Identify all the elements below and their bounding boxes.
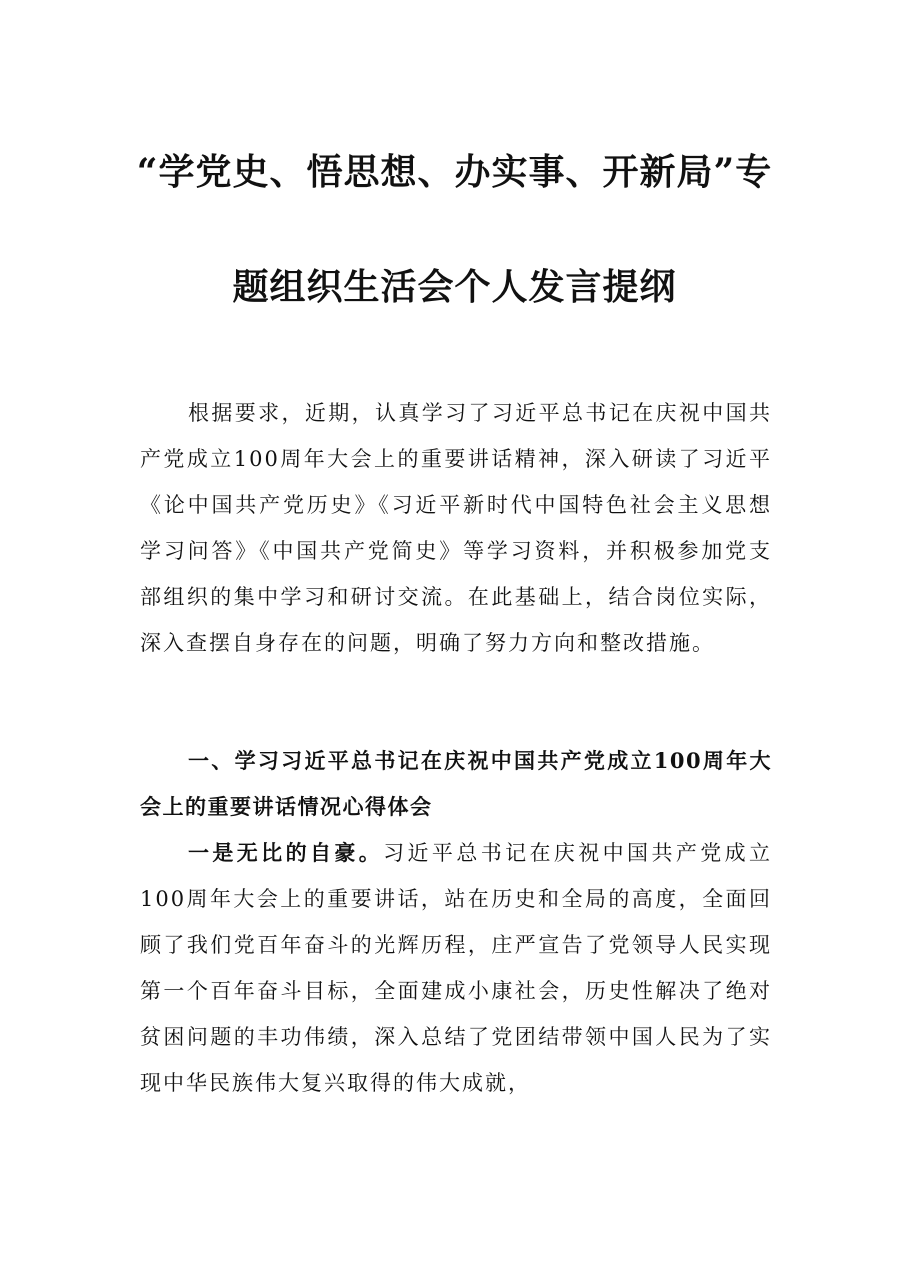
intro-paragraph: 根据要求，近期，认真学习了习近平总书记在庆祝中国共产党成立100周年大会上的重要讲话精神，深入研读了习近平《论中国共产党历史》《习近平新时代中国特色社会主义思想学习问答》《中国共产党简史》等学习资料，并积极参加党支部组织的集中学习和研讨交流。在此基础上，结合岗位实际，深入查摆自身存在的问题，明确了努力方向和整改措施。 bbox=[140, 401, 772, 655]
section-1-paragraph-1 bbox=[140, 830, 772, 1106]
document-title-line-1: “学党史、悟思想、办实事、开新局”专 bbox=[136, 151, 773, 193]
section-heading-1: 一、学习习近平总书记在庆祝中国共产党成立100周年大会上的重要讲话情况心得体会 bbox=[140, 748, 772, 819]
paragraph-lead-phrase: 一是无比的自豪。 bbox=[188, 840, 384, 865]
document-title-line-2: 题组织生活会个人发言提纲 bbox=[232, 266, 677, 308]
paragraph-body-text: 习近平总书记在庆祝中国共产党成立100周年大会上的重要讲话，站在历史和全局的高度，全面回顾了我们党百年奋斗的光辉历程，庄严宣告了党领导人民实现第一个百年奋斗目标，全面建成小康社会，历史性解决了绝对贫困问题的丰功伟绩，深入总结了党团结带领中国人民为了实现中华民族伟大复兴取得的伟大成就， bbox=[140, 841, 773, 1095]
